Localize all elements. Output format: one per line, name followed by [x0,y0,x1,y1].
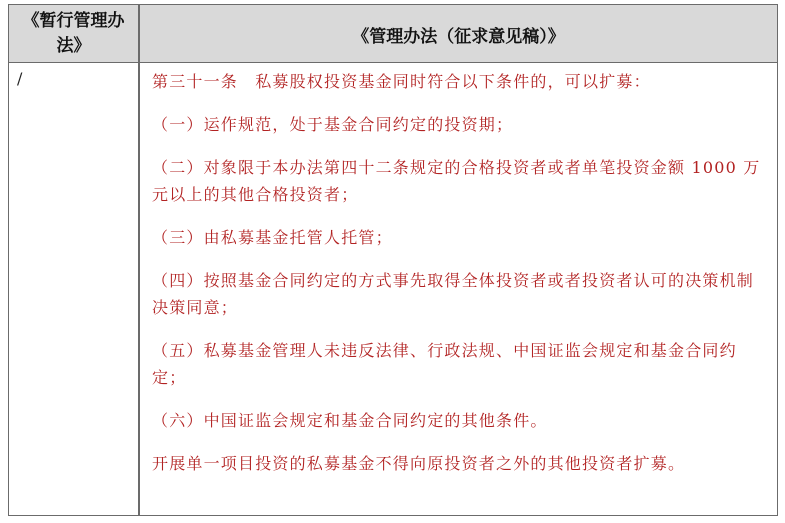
comparison-table [8,4,778,516]
condition-item-1: （一）运作规范，处于基金合同约定的投资期； [152,115,514,134]
header-interim-measures: 《暂行管理办法》 [22,11,125,56]
left-column-cell [9,63,138,515]
single-project-restriction: 开展单一项目投资的私募基金不得向原投资者之外的其他投资者扩募。 [152,454,686,473]
condition-item-5: （五）私募基金管理人未违反法律、行政法规、中国证监会规定和基金合同约定； [152,341,737,387]
condition-item-2: （二）对象限于本办法第四十二条规定的合格投资者或者单笔投资金额 1000 万元以上的其他合格投资者； [152,158,761,204]
header-draft-measures: 《管理办法（征求意见稿）》 [352,26,565,47]
condition-item-4: （四）按照基金合同约定的方式事先取得全体投资者或者投资者认可的决策机制决策同意； [152,271,755,317]
condition-item-3: （三）由私募基金托管人托管； [152,228,393,247]
empty-marker: / [17,69,23,88]
condition-item-6: （六）中国证监会规定和基金合同约定的其他条件。 [152,411,548,430]
right-column-cell [140,63,777,515]
article-31-intro: 第三十一条 私募股权投资基金同时符合以下条件的，可以扩募： [152,72,651,91]
